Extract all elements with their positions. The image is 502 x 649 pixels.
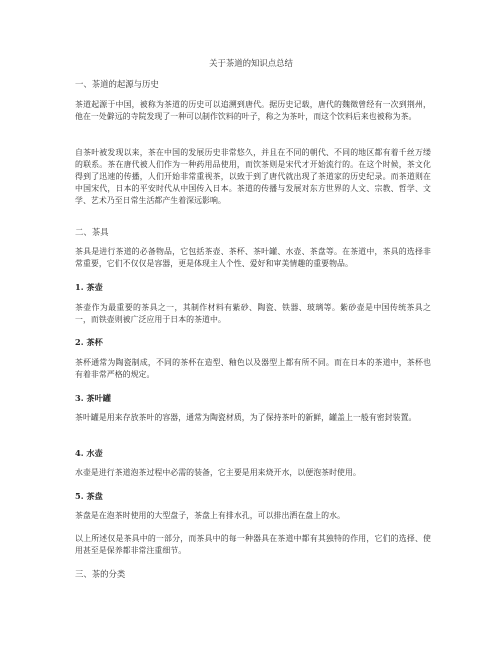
paragraph-teaware-intro: 茶具是进行茶道的必备物品，它包括茶壶、茶杯、茶叶罐、水壶、茶盘等。在茶道中，茶具的选择非常重要，它们不仅仅是容器，更是体现主人个性、爱好和审美情趣的重要物品。	[75, 247, 431, 269]
section-heading-teaware: 二、茶具	[75, 227, 109, 237]
subheading-tea-canister: 3. 茶叶罐	[75, 393, 111, 403]
paragraph-origin-2: 自茶叶被发现以来，茶在中国的发展历史非常悠久，并且在不同的朝代、不同的地区都有着千丝万缕的联系。茶在唐代被人们作为一种药用品使用，而饮茶则是宋代才开始流行的。在这个时候，茶文化得到了迅速的传播，人们开始非常重视茶，以致于到了唐代就出现了茶道家的历史纪录。而茶道则在中国宋代，日本的平安时代从中国传入日本。茶道的传播与发展对东方世界的人文、宗教、哲学、文学、艺术乃至日常生活都产生着深远影响。	[75, 148, 431, 206]
subheading-kettle: 4. 水壶	[75, 448, 103, 458]
paragraph-origin-1: 茶道起源于中国，被称为茶道的历史可以追溯到唐代。据历史记载，唐代的魏徵曾经有一次到荆州，他在一处僻远的寺院发现了一种可以制作饮料的叶子，称之为茶叶，而这个饮料后来也被称为茶。	[75, 100, 431, 122]
section-heading-origin: 一、茶道的起源与历史	[75, 79, 159, 89]
subheading-tea-tray: 5. 茶盘	[75, 491, 103, 501]
section-heading-classification: 三、茶的分类	[75, 569, 126, 579]
subheading-teapot: 1. 茶壶	[75, 282, 103, 292]
subheading-teacup: 2. 茶杯	[75, 337, 103, 347]
paragraph-teaware-outro: 以上所述仅是茶具中的一部分，而茶具中的每一种器具在茶道中都有其独特的作用，它们的选择、使用甚至是保养都非常注重细节。	[75, 534, 431, 556]
paragraph-teacup: 茶杯通常为陶瓷制成，不同的茶杯在造型、釉色以及器型上都有所不同。而在日本的茶道中，茶杯也有着非常严格的规定。	[75, 358, 431, 380]
paragraph-kettle: 水壶是进行茶道泡茶过程中必需的装备，它主要是用来烧开水，以便泡茶时使用。	[75, 468, 361, 477]
document-title: 关于茶道的知识点总结	[209, 58, 293, 68]
paragraph-tea-canister: 茶叶罐是用来存放茶叶的容器，通常为陶瓷材质，为了保持茶叶的新鲜，罐盖上一般有密封装置。	[75, 413, 417, 422]
paragraph-tea-tray: 茶盘是在泡茶时使用的大型盘子，茶盘上有排水孔，可以排出洒在盘上的水。	[75, 511, 345, 520]
paragraph-teapot: 茶壶作为最重要的茶具之一，其制作材料有紫砂、陶瓷、铁器、玻璃等。紫砂壶是中国传统茶具之一，而铁壶则被广泛应用于日本的茶道中。	[75, 303, 431, 325]
